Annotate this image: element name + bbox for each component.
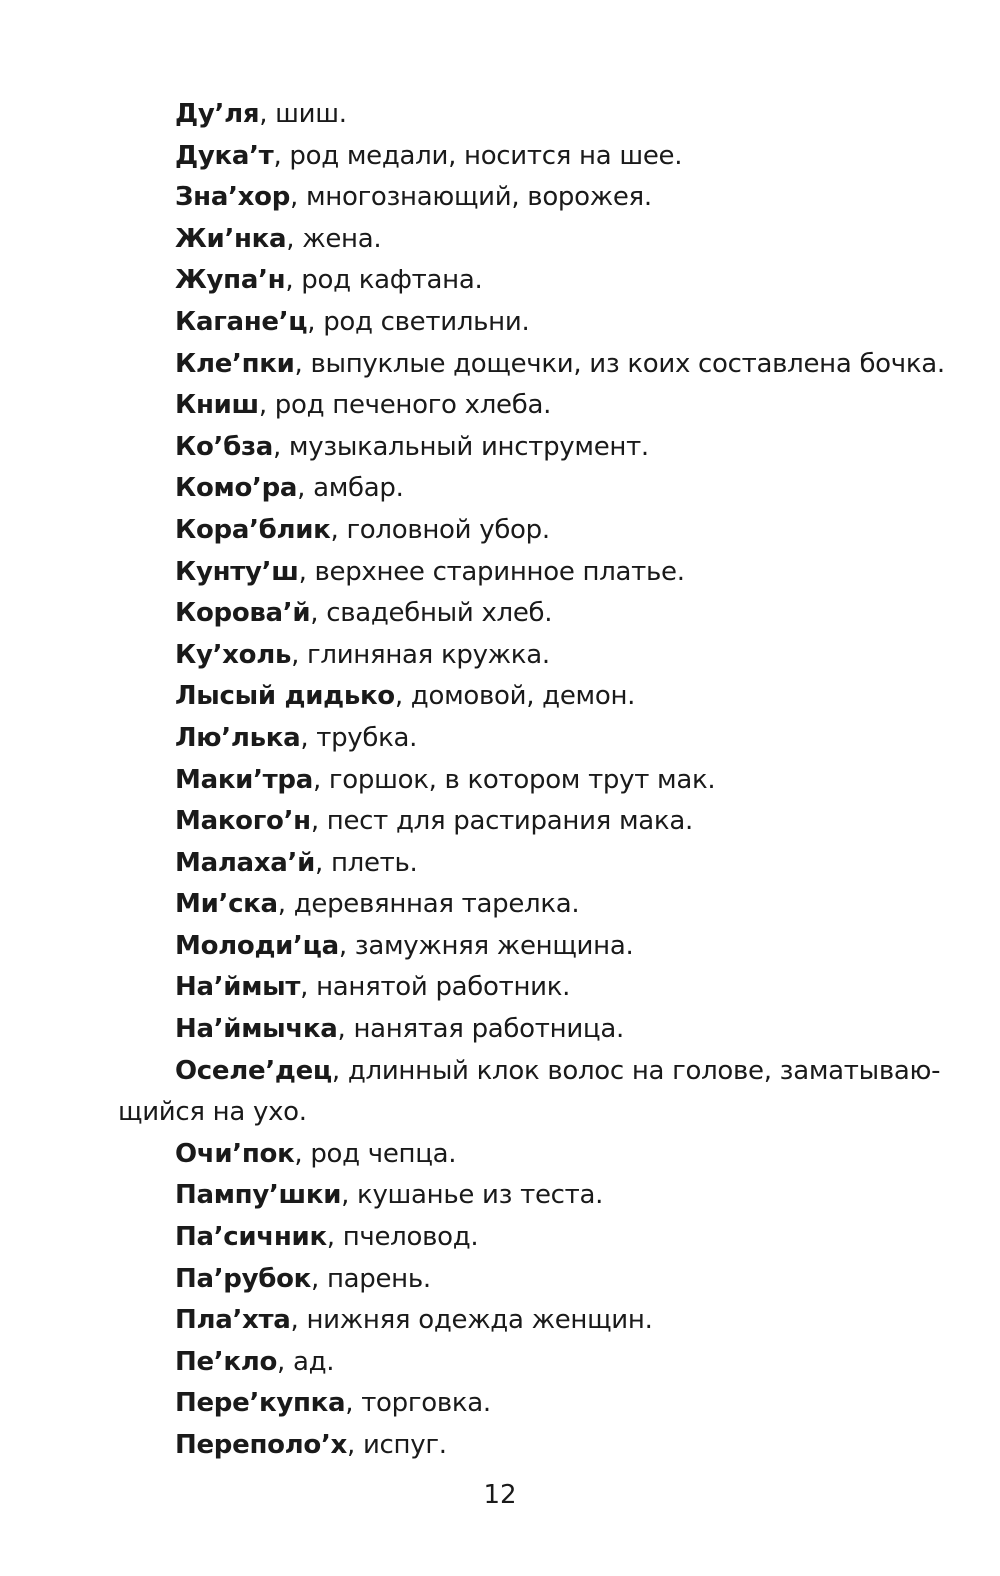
glossary-definition: , головной убор. — [330, 514, 550, 545]
glossary-definition: , жена. — [286, 223, 382, 254]
glossary-definition: , горшок, в котором трут мак. — [313, 764, 716, 795]
glossary-entry — [118, 385, 968, 427]
glossary-term: На’ймычка — [175, 1014, 338, 1045]
glossary-definition: , свадебный хлеб. — [310, 598, 553, 629]
glossary-definition: , плеть. — [315, 847, 418, 878]
glossary-entry — [118, 967, 968, 1009]
glossary-definition: , глиняная кружка. — [291, 639, 550, 670]
glossary-definition: , парень. — [311, 1263, 431, 1294]
glossary-entry — [118, 1425, 968, 1467]
glossary-definition: , длинный клок волос на голове, заматывающийся на ухо. — [118, 1055, 941, 1128]
glossary-term: Зна’хор — [175, 182, 291, 213]
glossary-term: Ку’холь — [175, 639, 292, 670]
glossary-term: Жи’нка — [175, 223, 287, 254]
glossary-definition: , выпуклые дощечки, из коих составлена бочка. — [294, 348, 945, 379]
glossary-entry — [118, 676, 968, 718]
glossary-term: Па’рубок — [175, 1263, 312, 1294]
glossary-entry — [118, 1217, 968, 1259]
glossary-definition: , род чепца. — [294, 1138, 457, 1169]
glossary-entry — [118, 1259, 968, 1301]
glossary-entry — [118, 219, 968, 261]
glossary-definition: , торговка. — [345, 1388, 491, 1419]
glossary-definition: , нанятой работник. — [300, 972, 571, 1003]
glossary-definition: , род светильни. — [307, 306, 530, 337]
glossary-term: Пе’кло — [175, 1346, 278, 1377]
glossary-entry — [118, 843, 968, 885]
glossary-term: Книш — [175, 390, 259, 421]
glossary-definition: , шиш. — [259, 99, 347, 129]
glossary-term: Па’сичник — [175, 1222, 327, 1253]
glossary-term: На’ймыт — [175, 972, 301, 1003]
glossary-definition: , род печеного хлеба. — [258, 390, 552, 421]
glossary-term: Пампу’шки — [175, 1180, 342, 1211]
glossary-definition: , деревянная тарелка. — [277, 889, 580, 920]
glossary-term: Ко’бза — [175, 431, 273, 462]
glossary-entry — [118, 1009, 968, 1051]
glossary-entry — [118, 760, 968, 802]
glossary-definition: , нанятая работница. — [337, 1014, 624, 1045]
glossary-definition: , кушанье из теста. — [341, 1180, 604, 1211]
glossary-term: Оселе’дец — [175, 1055, 332, 1086]
glossary-term: Маки’тра — [175, 764, 313, 795]
glossary-entry — [118, 510, 968, 552]
glossary-entry — [118, 801, 968, 843]
glossary-term: Дука’т — [175, 140, 274, 171]
glossary-definition: , трубка. — [300, 722, 418, 753]
glossary-definition: , пест для растирания мака. — [310, 806, 693, 837]
glossary-definition: , род медали, носится на шее. — [273, 140, 683, 171]
glossary-entry — [118, 1300, 968, 1342]
glossary-definition: , многознающий, ворожея. — [290, 182, 652, 213]
glossary-term: Кагане’ц — [175, 306, 308, 337]
glossary-entry — [118, 1342, 968, 1384]
glossary-term: Ду’ля — [175, 99, 260, 129]
glossary-list — [118, 94, 968, 1467]
glossary-term: Кора’блик — [175, 514, 331, 545]
glossary-entry — [118, 1175, 968, 1217]
glossary-entry — [118, 1051, 968, 1134]
glossary-entry — [118, 468, 968, 510]
glossary-entry — [118, 1134, 968, 1176]
glossary-entry — [118, 884, 968, 926]
glossary-term: Очи’пок — [175, 1138, 295, 1169]
glossary-entry — [118, 1383, 968, 1425]
glossary-entry — [118, 427, 968, 469]
glossary-entry — [118, 344, 968, 386]
glossary-term: Кунту’ш — [175, 556, 299, 587]
glossary-entry — [118, 552, 968, 594]
glossary-definition: , верхнее старинное платье. — [298, 556, 685, 587]
glossary-term: Пере’купка — [175, 1388, 346, 1419]
glossary-entry — [118, 136, 968, 178]
glossary-definition: , ад. — [277, 1346, 335, 1377]
glossary-term: Жупа’н — [175, 265, 286, 296]
glossary-term: Ми’ска — [175, 889, 278, 920]
glossary-entry — [118, 635, 968, 677]
glossary-definition: , замужняя женщина. — [338, 930, 634, 961]
glossary-entry — [118, 302, 968, 344]
glossary-term: Комо’ра — [175, 473, 298, 504]
glossary-term: Пла’хта — [175, 1305, 291, 1336]
glossary-entry — [118, 593, 968, 635]
glossary-entry — [118, 177, 968, 219]
glossary-entry — [118, 718, 968, 760]
glossary-entry — [118, 260, 968, 302]
glossary-entry — [118, 94, 968, 136]
glossary-definition: , музыкальный инструмент. — [273, 431, 649, 462]
glossary-term: Малаха’й — [175, 847, 316, 878]
glossary-term: Молоди’ца — [175, 930, 339, 961]
glossary-definition: , амбар. — [297, 473, 404, 504]
page-number: 12 — [483, 1480, 517, 1510]
glossary-definition: , нижняя одежда женщин. — [290, 1305, 653, 1336]
glossary-term: Кле’пки — [175, 348, 295, 379]
glossary-definition: , домовой, демон. — [394, 681, 636, 712]
glossary-term: Переполо’х — [175, 1430, 348, 1460]
glossary-term: Макого’н — [175, 806, 311, 837]
glossary-term: Лю’лька — [175, 722, 301, 753]
glossary-term: Корова’й — [175, 598, 311, 629]
glossary-definition: , пчеловод. — [326, 1222, 479, 1253]
glossary-term: Лысый дидько — [175, 681, 395, 712]
glossary-entry — [118, 926, 968, 968]
glossary-definition: , род кафтана. — [285, 265, 483, 296]
glossary-definition: , испуг. — [347, 1430, 447, 1460]
